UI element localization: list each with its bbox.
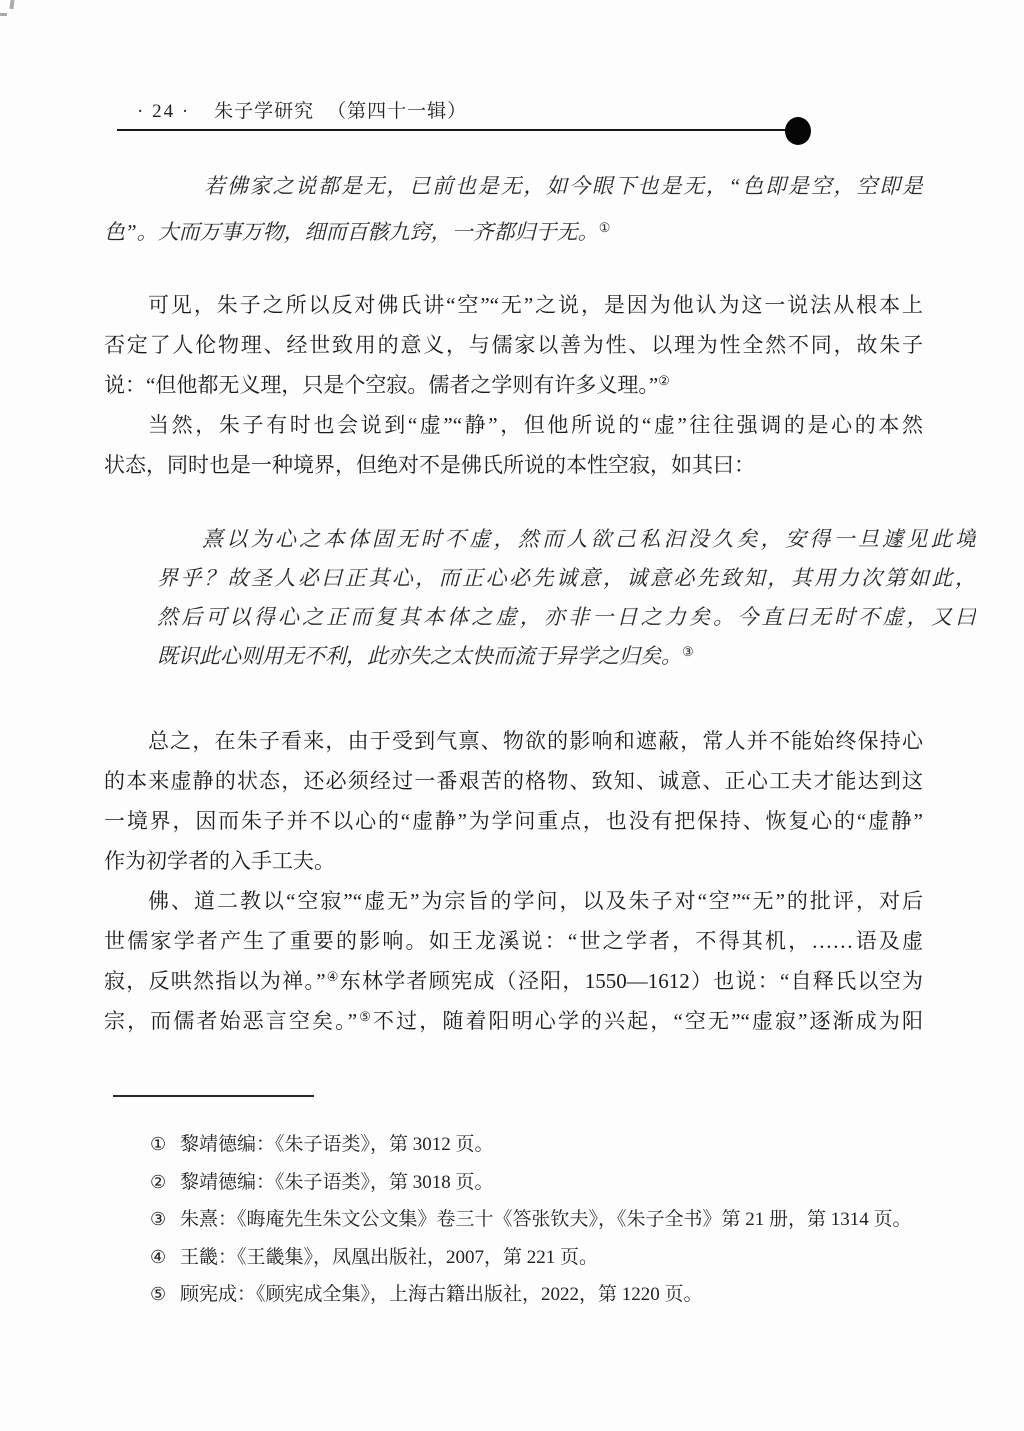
- footnote-item: [150, 1276, 925, 1314]
- text-line: 作为初学者的入手工夫。: [104, 849, 335, 873]
- volume-label: （第四十一辑）: [327, 101, 468, 122]
- paragraph-3: [104, 721, 923, 881]
- journal-title: 朱子学研究: [214, 101, 315, 122]
- text-line: 宗，而儒者始恶言空矣。”⑤不过，随着阳明心学的兴起，“空无”“虚寂”逐渐成为阳: [104, 1009, 923, 1033]
- text-line: 状态，同时也是一种境界，但绝对不是佛氏所说的本性空寂，如其曰：: [104, 453, 755, 477]
- page-number: · 24 ·: [137, 101, 191, 122]
- footnote-marker: ⑤: [150, 1284, 167, 1304]
- footnote-text: 黎靖德编：《朱子语类》，第 3018 页。: [180, 1171, 494, 1193]
- footnote-marker: ③: [150, 1209, 167, 1229]
- text-line: 既识此心则用无不利，此亦失之太快而流于异学之归矣。③: [157, 644, 694, 668]
- quote-block-2: [157, 520, 976, 676]
- footnote-ref: ⑤: [357, 1009, 373, 1024]
- footnote-item: [150, 1239, 925, 1277]
- footnote-ref: ②: [658, 373, 670, 388]
- text-line: 若佛家之说都是无，已前也是无，如今眼下也是无，“色即是空，空即是: [204, 174, 923, 198]
- text-line: 说：“但他都无义理，只是个空寂。儒者之学则有许多义理。”②: [104, 373, 670, 397]
- footnote-text: 王畿：《王畿集》，凤凰出版社，2007，第 221 页。: [180, 1246, 599, 1268]
- quote-block-1: [104, 163, 923, 255]
- footnotes: [150, 1126, 925, 1314]
- footnote-ref: ③: [682, 644, 694, 659]
- text-line: 否定了人伦物理、经世致用的意义，与儒家以善为性、以理为性全然不同，故朱子: [104, 333, 923, 357]
- paragraph-1: [104, 285, 923, 405]
- text-line: 色”。大而万事万物，细而百骸九窍，一齐都归于无。①: [104, 220, 611, 244]
- footnote-item: [150, 1201, 925, 1239]
- footnote-divider: [113, 1095, 314, 1097]
- footnote-item: [150, 1164, 925, 1202]
- text-line: 一境界，因而朱子并不以心的“虚静”为学问重点，也没有把保持、恢复心的“虚静”: [104, 809, 923, 833]
- text-line: 当然，朱子有时也会说到“虚”“静”，但他所说的“虚”往往强调的是心的本然: [148, 413, 923, 437]
- footnote-item: [150, 1126, 925, 1164]
- footnote-marker: ④: [150, 1246, 167, 1267]
- footnote-ref: ④: [325, 969, 340, 984]
- body-content: [104, 0, 976, 1041]
- paragraph-4: [104, 881, 923, 1041]
- footnote-ref: ①: [598, 220, 611, 235]
- scan-artifact: [9, 0, 14, 9]
- text-line: 的本来虚静的状态，还必须经过一番艰苦的格物、致知、诚意、正心工夫才能达到这: [104, 769, 923, 793]
- footnote-marker: ②: [150, 1171, 167, 1192]
- text-line: 佛、道二教以“空寂”“虚无”为宗旨的学问，以及朱子对“空”“无”的批评，对后: [148, 889, 923, 913]
- text-line: 然后可以得心之正而复其本体之虚，亦非一日之力矣。今直曰无时不虚，又曰: [157, 605, 976, 629]
- text-line: 熹以为心之本体固无时不虚，然而人欲己私汩没久矣，安得一旦遽见此境: [202, 527, 976, 551]
- text-line: 寂，反哄然指以为禅。”④东林学者顾宪成（泾阳，1550—1612）也说：“自释氏以空为: [104, 969, 923, 993]
- scan-artifact: [0, 13, 7, 16]
- footnote-text: 朱熹：《晦庵先生朱文公文集》卷三十《答张钦夫》，《朱子全书》第 21 册，第 1314 页。: [180, 1209, 912, 1230]
- text-line: 可见，朱子之所以反对佛氏讲“空”“无”之说，是因为他认为这一说法从根本上: [148, 293, 923, 317]
- footnote-text: 黎靖德编：《朱子语类》，第 3012 页。: [180, 1134, 494, 1155]
- footnote-text: 顾宪成：《顾宪成全集》，上海古籍出版社，2022，第 1220 页。: [180, 1284, 703, 1305]
- text-line: 世儒家学者产生了重要的影响。如王龙溪说：“世之学者，不得其机，……语及虚: [104, 929, 923, 953]
- text-line: 界乎？故圣人必曰正其心，而正心必先诚意，诚意必先致知，其用力次第如此，: [157, 566, 976, 590]
- footnote-marker: ①: [150, 1134, 167, 1154]
- text-line: 总之，在朱子看来，由于受到气禀、物欲的影响和遮蔽，常人并不能始终保持心: [148, 729, 923, 753]
- paragraph-2: [104, 405, 923, 485]
